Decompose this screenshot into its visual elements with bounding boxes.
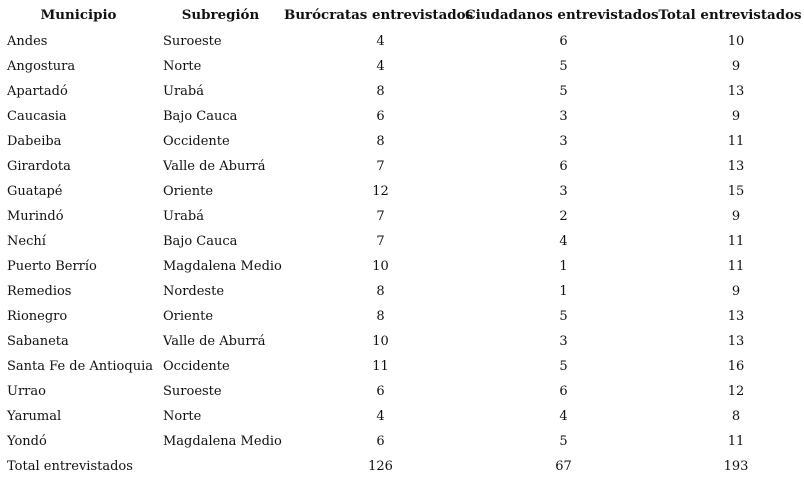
cell-burocratas: 10 [372,259,389,274]
cell-burocratas: 10 [372,334,389,349]
cell-municipio: Girardota [7,159,71,174]
table-row [0,304,804,329]
cell-total: 8 [731,409,741,424]
header-row [0,0,804,29]
cell-subregion: Norte [163,409,202,424]
table-row [0,404,804,429]
cell-municipio: Remedios [7,284,72,299]
cell-burocratas: 4 [376,34,385,49]
header-burocratas: Burócratas entrevistados [284,6,474,23]
table-row [0,179,804,204]
cell-total: 9 [731,209,741,224]
cell-ciudadanos: 5 [559,359,568,374]
cell-total: 16 [727,359,745,374]
table-row [0,154,804,179]
cell-total: 10 [727,34,745,49]
header-ciudadanos: Ciudadanos entrevistados [465,6,659,23]
cell-ciudadanos: 4 [559,234,568,249]
cell-subregion: Bajo Cauca [163,234,238,249]
cell-burocratas: 8 [376,134,385,149]
header-total: Total entrevistados [658,6,802,23]
cell-total: 13 [727,159,745,174]
cell-total-total: 193 [723,459,749,474]
cell-burocratas: 8 [376,284,385,299]
cell-subregion: Urabá [163,209,204,224]
cell-subregion-total [157,454,284,479]
cell-ciudadanos: 2 [559,209,568,224]
cell-municipio: Puerto Berrío [7,259,97,274]
cell-subregion: Oriente [163,309,214,324]
cell-burocratas: 6 [376,384,385,399]
total-row [0,454,804,479]
cell-burocratas: 4 [376,409,385,424]
cell-ciudadanos: 3 [559,334,568,349]
cell-municipio: Urrao [7,384,46,399]
cell-burocratas: 8 [376,84,385,99]
cell-ciudadanos: 6 [559,34,568,49]
cell-municipio: Angostura [7,59,76,74]
cell-burocratas: 4 [376,59,385,74]
cell-subregion: Suroeste [163,384,222,399]
cell-ciudadanos-total: 67 [555,459,572,474]
cell-burocratas-total: 126 [368,459,393,474]
cell-municipio: Yarumal [7,409,62,424]
cell-total: 9 [731,284,741,299]
cell-subregion: Valle de Aburrá [163,159,266,174]
cell-total: 13 [727,84,745,99]
table-row [0,104,804,129]
cell-ciudadanos: 1 [559,259,568,274]
cell-total: 13 [727,309,745,324]
table-row [0,279,804,304]
cell-subregion: Oriente [163,184,214,199]
cell-burocratas: 12 [372,184,389,199]
cell-total: 15 [727,184,745,199]
header-subregion: Subregión [181,6,260,23]
cell-burocratas: 11 [372,359,389,374]
cell-burocratas: 8 [376,309,385,324]
table-row [0,429,804,454]
cell-ciudadanos: 6 [559,159,568,174]
cell-total: 11 [727,234,745,249]
cell-municipio: Caucasia [7,109,67,124]
cell-total: 11 [727,434,745,449]
cell-ciudadanos: 5 [559,309,568,324]
cell-municipio: Rionegro [7,309,68,324]
table-row [0,29,804,54]
cell-burocratas: 7 [376,234,385,249]
cell-municipio: Murindó [7,209,64,224]
cell-municipio: Sabaneta [7,334,69,349]
cell-subregion: Norte [163,59,202,74]
table-row [0,254,804,279]
cell-subregion: Magdalena Medio [163,434,282,449]
cell-burocratas: 6 [376,109,385,124]
cell-ciudadanos: 3 [559,134,568,149]
cell-total: 11 [727,134,745,149]
cell-municipio: Apartadó [7,84,68,99]
table-row [0,54,804,79]
cell-municipio: Yondó [7,434,47,449]
cell-total: 12 [727,384,745,399]
cell-burocratas: 6 [376,434,385,449]
cell-municipio: Dabeiba [7,134,62,149]
table-row [0,379,804,404]
cell-subregion: Nordeste [163,284,225,299]
cell-total: 9 [731,59,741,74]
cell-ciudadanos: 4 [559,409,568,424]
cell-burocratas: 7 [376,159,385,174]
cell-subregion: Occidente [163,359,230,374]
total-label: Total entrevistados [7,459,133,474]
table-row [0,129,804,154]
cell-municipio: Guatapé [7,184,63,199]
cell-subregion: Urabá [163,84,204,99]
cell-burocratas: 7 [376,209,385,224]
cell-total: 13 [727,334,745,349]
cell-subregion: Occidente [163,134,230,149]
cell-ciudadanos: 1 [559,284,568,299]
table-row [0,329,804,354]
cell-municipio: Santa Fe de Antioquia [7,359,153,374]
cell-total: 11 [727,259,745,274]
cell-subregion: Bajo Cauca [163,109,238,124]
cell-subregion: Suroeste [163,34,222,49]
table-row [0,79,804,104]
cell-total: 9 [731,109,741,124]
table-row [0,204,804,229]
cell-ciudadanos: 6 [559,384,568,399]
cell-ciudadanos: 3 [559,184,568,199]
cell-subregion: Valle de Aburrá [163,334,266,349]
table-row [0,229,804,254]
cell-municipio: Nechí [7,234,46,249]
cell-ciudadanos: 5 [559,84,568,99]
cell-municipio: Andes [7,34,48,49]
cell-subregion: Magdalena Medio [163,259,282,274]
cell-ciudadanos: 3 [559,109,568,124]
cell-ciudadanos: 5 [559,434,568,449]
header-municipio: Municipio [40,6,117,23]
table-row [0,354,804,379]
cell-ciudadanos: 5 [559,59,568,74]
